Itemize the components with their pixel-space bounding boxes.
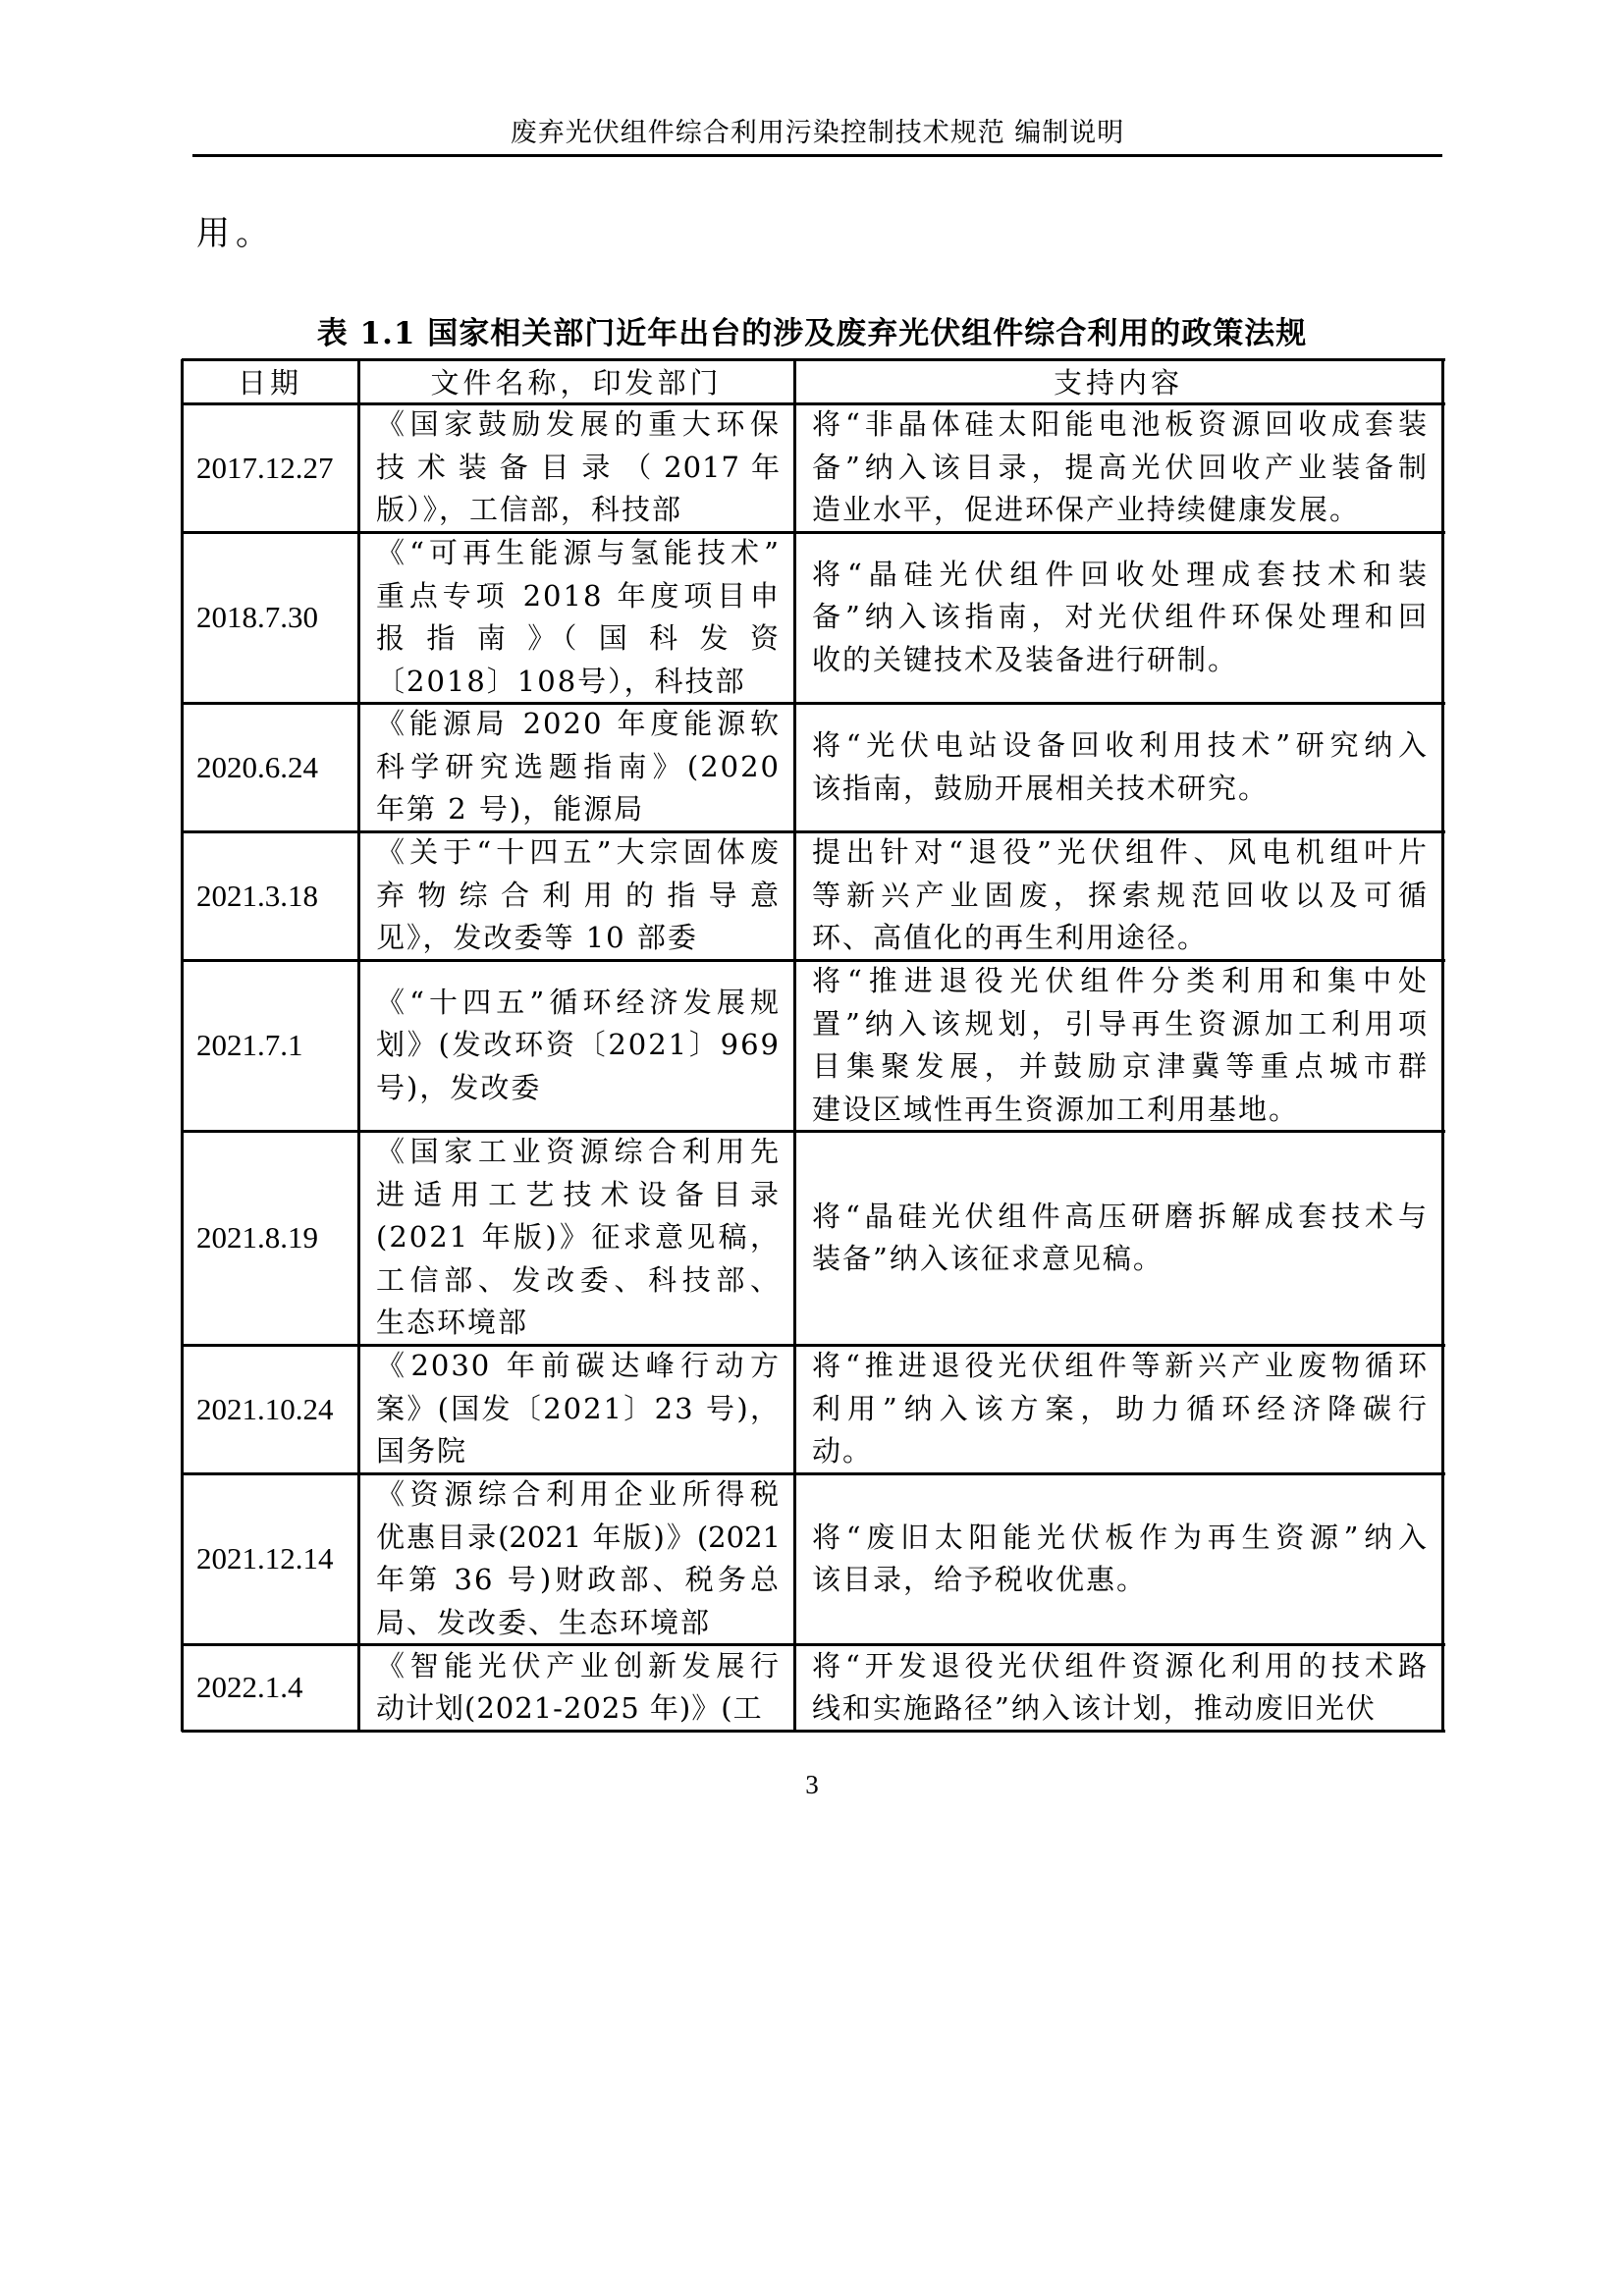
content-cell [794,1345,1442,1473]
header-rule [192,154,1442,157]
date-text: 2018.7.30 [196,600,318,634]
table-caption: 表 1.1 国家相关部门近年出台的涉及废弃光伏组件综合利用的政策法规 [316,316,1308,351]
document-cell-line: 案》(国发〔2021〕23 号)， [376,1391,781,1425]
date-cell [182,532,358,703]
content-cell-line: 将“开发退役光伏组件资源化利用的技术路 [812,1648,1429,1682]
document-cell [358,532,794,703]
table-column-rule [181,359,184,1732]
document-cell-line: 《国家鼓励发展的重大环保 [376,407,781,442]
document-cell-line: 进适用工艺技术设备目录 [376,1177,781,1211]
content-cell-line: 将“非晶体硅太阳能电池板资源回收成套装 [812,407,1429,442]
document-cell-line: 弃物综合利用的指导意 [376,878,781,912]
document-cell-line: 《“可再生能源与氢能技术” [376,536,781,569]
table-row [182,1473,1442,1644]
content-cell [794,1473,1442,1644]
content-cell-line: 造业水平，促进环保产业持续健康发展。 [812,493,1361,527]
table-column-rule [1441,359,1444,1732]
document-cell-line: 年第 2 号)，能源局 [376,792,645,827]
content-cell [794,703,1442,831]
document-cell-line: 局、发改委、生态环境部 [376,1605,712,1639]
column-header-document: 文件名称，印发部门 [430,366,723,400]
table-row [182,1131,1442,1345]
document-cell-line: 科学研究选题指南》(2020 [376,749,781,783]
column-header-date: 日期 [237,366,302,400]
page-number: 3 [805,1770,819,1799]
content-cell-line: 建设区域性再生资源加工利用基地。 [812,1092,1300,1126]
document-cell-line: 划》(发改环资〔2021〕969 [376,1028,781,1062]
content-cell-line: 备”纳入该目录，提高光伏回收产业装备制 [812,450,1429,484]
content-cell [794,1644,1442,1731]
table-rule [182,1472,1445,1475]
content-cell [794,403,1442,532]
document-cell-line: 〔2018〕108号），科技部 [376,664,746,698]
content-cell-line: 收的关键技术及装备进行研制。 [812,642,1239,676]
document-cell-line: 《2030 年前碳达峰行动方 [376,1349,781,1383]
table-row [182,532,1442,703]
table-rule [182,1130,1445,1133]
document-cell-line: 动计划(2021-2025 年)》(工 [376,1691,763,1725]
document-cell-line: 生态环境部 [376,1306,529,1340]
content-cell [794,831,1442,960]
table-rule [182,702,1445,705]
content-cell-line: 等新兴产业固废，探索规范回收以及可循 [812,878,1429,912]
document-cell-line: 《智能光伏产业创新发展行 [376,1648,781,1682]
date-text: 2021.12.14 [196,1541,334,1575]
content-cell [794,960,1442,1131]
date-cell [182,960,358,1131]
table-rule [182,830,1445,833]
date-text: 2020.6.24 [196,749,318,784]
content-cell-line: 环、高值化的再生利用途径。 [812,921,1209,955]
table-column-rule [357,359,360,1732]
date-cell [182,703,358,831]
date-cell [182,1473,358,1644]
content-cell-line: 利用”纳入该方案，助力循环经济降碳行 [812,1391,1429,1425]
content-cell-line: 装备”纳入该征求意见稿。 [812,1242,1164,1275]
running-header-title: 废弃光伏组件综合利用污染控制技术规范 编制说明 [510,118,1125,148]
content-cell-line: 置”纳入该规划，引导再生资源加工利用项 [812,1006,1429,1041]
document-cell-line: 国务院 [376,1434,468,1468]
table-header-row [182,359,1442,403]
table-rule [182,959,1445,962]
content-cell [794,1131,1442,1345]
document-cell-line: 《能源局 2020 年度能源软 [376,707,781,741]
document-cell-line: 《关于“十四五”大宗固体废 [376,835,781,870]
table-row [182,831,1442,960]
continuation-text: 用。 [196,214,275,253]
table-rule [182,402,1445,405]
date-text: 2021.8.19 [196,1220,318,1255]
document-cell [358,1473,794,1644]
content-cell-line: 将“光伏电站设备回收利用技术”研究纳入 [812,728,1429,762]
policy-table [182,359,1442,1731]
document-cell [358,960,794,1131]
table-row [182,403,1442,532]
document-cell [358,403,794,532]
content-cell-line: 该目录，给予税收优惠。 [812,1563,1148,1596]
date-text: 2022.1.4 [196,1670,303,1704]
date-text: 2021.10.24 [196,1391,334,1426]
table-row [182,703,1442,831]
table-column-rule [793,359,796,1732]
document-cell [358,831,794,960]
table-rule [182,1730,1445,1733]
table-rule [182,1344,1445,1347]
content-cell-line: 将“推进退役光伏组件分类利用和集中处 [812,964,1429,997]
content-cell-line: 备”纳入该指南，对光伏组件环保处理和回 [812,600,1429,634]
document-cell-line: 《国家工业资源综合利用先 [376,1135,781,1169]
document-cell [358,1131,794,1345]
document-cell-line: 号)，发改委 [376,1070,542,1104]
date-cell [182,1644,358,1731]
content-cell-line: 动。 [812,1434,874,1468]
document-cell-line: 《“十四五”循环经济发展规 [376,985,781,1019]
content-cell-line: 提出针对“退役”光伏组件、风电机组叶片 [812,835,1429,870]
date-text: 2021.3.18 [196,878,318,913]
date-text: 2017.12.27 [196,450,334,485]
document-cell-line: 见》，发改委等 10 部委 [376,921,698,955]
table-rule [182,358,1445,361]
table-row [182,1345,1442,1473]
content-cell-line: 将“晶硅光伏组件高压研磨拆解成套技术与 [812,1199,1429,1233]
table-rule [182,531,1445,534]
content-cell-line: 目集聚发展，并鼓励京津冀等重点城市群 [812,1049,1429,1083]
content-cell-line: 将“推进退役光伏组件等新兴产业废物循环 [812,1349,1429,1383]
document-cell-line: (2021 年版)》征求意见稿， [376,1220,781,1255]
document-cell [358,1345,794,1473]
content-cell-line: 将“废旧太阳能光伏板作为再生资源”纳入 [812,1520,1429,1554]
document-cell [358,1644,794,1731]
table-row [182,960,1442,1131]
date-cell [182,1131,358,1345]
document-cell-line: 技 术 装 备 目 录 （ 2017 年 [376,450,781,484]
content-cell [794,532,1442,703]
column-header-content: 支持内容 [1053,366,1183,400]
date-cell [182,831,358,960]
document-cell-line: 年第 36 号)财政部、税务总 [376,1563,781,1596]
date-cell [182,403,358,532]
date-text: 2021.7.1 [196,1028,303,1062]
document-cell-line: 重点专项 2018 年度项目申 [376,578,781,613]
content-cell-line: 将“晶硅光伏组件回收处理成套技术和装 [812,557,1429,591]
table-rule [182,1643,1445,1646]
document-cell [358,703,794,831]
content-cell-line: 线和实施路径”纳入该计划，推动废旧光伏 [812,1691,1377,1725]
document-cell-line: 版）》，工信部，科技部 [376,493,683,527]
table-row [182,1644,1442,1731]
content-cell-line: 该指南，鼓励开展相关技术研究。 [812,771,1270,805]
document-cell-line: 《资源综合利用企业所得税 [376,1477,781,1511]
document-cell-line: 工信部、发改委、科技部、 [376,1262,781,1297]
document-cell-line: 报 指 南 》（ 国 科 发 资 [376,621,781,655]
document-cell-line: 优惠目录(2021 年版)》(2021 [376,1520,781,1554]
date-cell [182,1345,358,1473]
